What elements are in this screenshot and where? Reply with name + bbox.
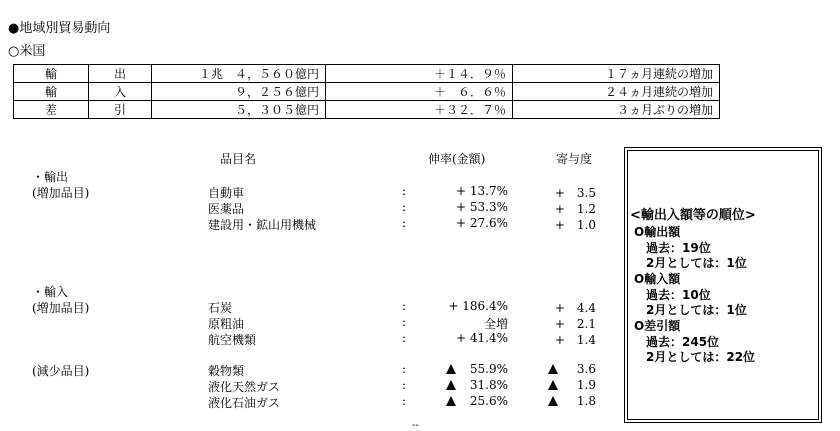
export-item-contrib: + 1.0 xyxy=(554,218,596,232)
column-header-contrib: 寄与度 xyxy=(556,152,593,166)
ranking-import-feb: 2月としては：1位 xyxy=(646,303,747,317)
import-item-name: 石炭 xyxy=(208,301,233,315)
import-dec-item-name: 液化天然ガス xyxy=(208,380,281,394)
import-dec-item-rate: 25.6% xyxy=(469,394,508,408)
ranking-export-past: 過去：19位 xyxy=(646,241,711,255)
row-label-b: 入 xyxy=(89,83,152,101)
ranking-import-label: O輸入額 xyxy=(634,272,681,286)
rate-cell: ＋ ６．６％ xyxy=(326,83,513,101)
region-heading: ○米国 xyxy=(8,44,46,59)
column-header-rate: 伸率(金額) xyxy=(428,152,486,166)
decrease-triangle-icon xyxy=(446,394,458,408)
import-section-label: ・輸入 xyxy=(32,285,69,299)
import-dec-item-contrib: 3.6 xyxy=(576,362,596,376)
export-item-contrib: + 1.2 xyxy=(554,202,596,216)
separator-colon: : xyxy=(402,362,407,376)
trade-summary-table xyxy=(13,64,720,119)
import-dec-item-contrib: 1.9 xyxy=(576,378,596,392)
separator-colon: : xyxy=(402,184,407,198)
decrease-triangle-icon xyxy=(446,378,458,392)
import-item-rate: + 41.4% xyxy=(456,331,508,345)
row-label-a: 輸 xyxy=(14,83,89,101)
ranking-export-label: O輸出額 xyxy=(634,225,681,239)
import-item-name: 原粗油 xyxy=(208,317,245,331)
table-row xyxy=(14,101,720,119)
import-decrease-label: (減少品目) xyxy=(32,364,90,378)
decrease-triangle-icon xyxy=(548,378,560,392)
column-header-item: 品目名 xyxy=(220,152,257,166)
import-item-rate: + 186.4% xyxy=(448,299,508,313)
decrease-triangle-icon xyxy=(548,362,560,376)
separator-colon: : xyxy=(402,315,407,329)
export-item-contrib: + 3.5 xyxy=(554,186,596,200)
import-dec-item-name: 穀物類 xyxy=(208,364,245,378)
export-item-name: 医薬品 xyxy=(208,202,245,216)
import-item-contrib: + 4.4 xyxy=(554,301,596,315)
import-item-contrib: + 2.1 xyxy=(554,317,596,331)
note-cell: １７ヵ月連続の増加 xyxy=(513,65,720,83)
page-title: ●地域別貿易動向 xyxy=(8,21,111,36)
import-item-contrib: + 1.4 xyxy=(554,333,596,347)
row-label-a: 差 xyxy=(14,101,89,119)
table-row xyxy=(14,83,720,101)
separator-colon: : xyxy=(402,331,407,345)
import-item-name: 航空機類 xyxy=(208,333,257,347)
page-marker: -- xyxy=(412,420,419,431)
separator-colon: : xyxy=(402,200,407,214)
export-section-label: ・輸出 xyxy=(32,170,69,184)
import-dec-item-name: 液化石油ガス xyxy=(208,396,281,410)
separator-colon: : xyxy=(402,378,407,392)
import-dec-item-rate: 31.8% xyxy=(469,378,508,392)
import-dec-item-contrib: 1.8 xyxy=(576,394,596,408)
import-increase-label: (増加品目) xyxy=(32,301,90,315)
ranking-heading: <輸出入額等の順位> xyxy=(630,208,756,223)
export-item-rate: + 53.3% xyxy=(456,200,508,214)
separator-colon: : xyxy=(402,216,407,230)
ranking-balance-label: O差引額 xyxy=(634,319,681,333)
note-cell: ２４ヵ月連続の増加 xyxy=(513,83,720,101)
ranking-import-past: 過去：10位 xyxy=(646,288,711,302)
table-row xyxy=(14,65,720,83)
note-cell: ３ヵ月ぶりの増加 xyxy=(513,101,720,119)
amount-cell: １兆 ４，５６０億円 xyxy=(152,65,326,83)
ranking-balance-feb: 2月としては：22位 xyxy=(646,350,756,364)
ranking-balance-past: 過去：245位 xyxy=(646,335,720,349)
rate-cell: ＋１４．９％ xyxy=(326,65,513,83)
separator-colon: : xyxy=(402,394,407,408)
row-label-b: 引 xyxy=(89,101,152,119)
row-label-b: 出 xyxy=(89,65,152,83)
row-label-a: 輸 xyxy=(14,65,89,83)
separator-colon: : xyxy=(402,299,407,313)
export-item-rate: + 13.7% xyxy=(456,184,508,198)
import-dec-item-rate: 55.9% xyxy=(469,362,508,376)
amount-cell: ９，２５６億円 xyxy=(152,83,326,101)
export-item-rate: + 27.6% xyxy=(456,216,508,230)
ranking-box xyxy=(624,147,822,423)
export-item-name: 自動車 xyxy=(208,186,245,200)
rate-cell: ＋３２．７％ xyxy=(326,101,513,119)
decrease-triangle-icon xyxy=(446,362,458,376)
decrease-triangle-icon xyxy=(548,394,560,408)
ranking-export-feb: 2月としては：1位 xyxy=(646,256,747,270)
export-increase-label: (増加品目) xyxy=(32,186,90,200)
export-item-name: 建設用・鉱山用機械 xyxy=(208,218,317,232)
import-item-rate: 全増 xyxy=(483,317,508,331)
amount-cell: ５，３０５億円 xyxy=(152,101,326,119)
